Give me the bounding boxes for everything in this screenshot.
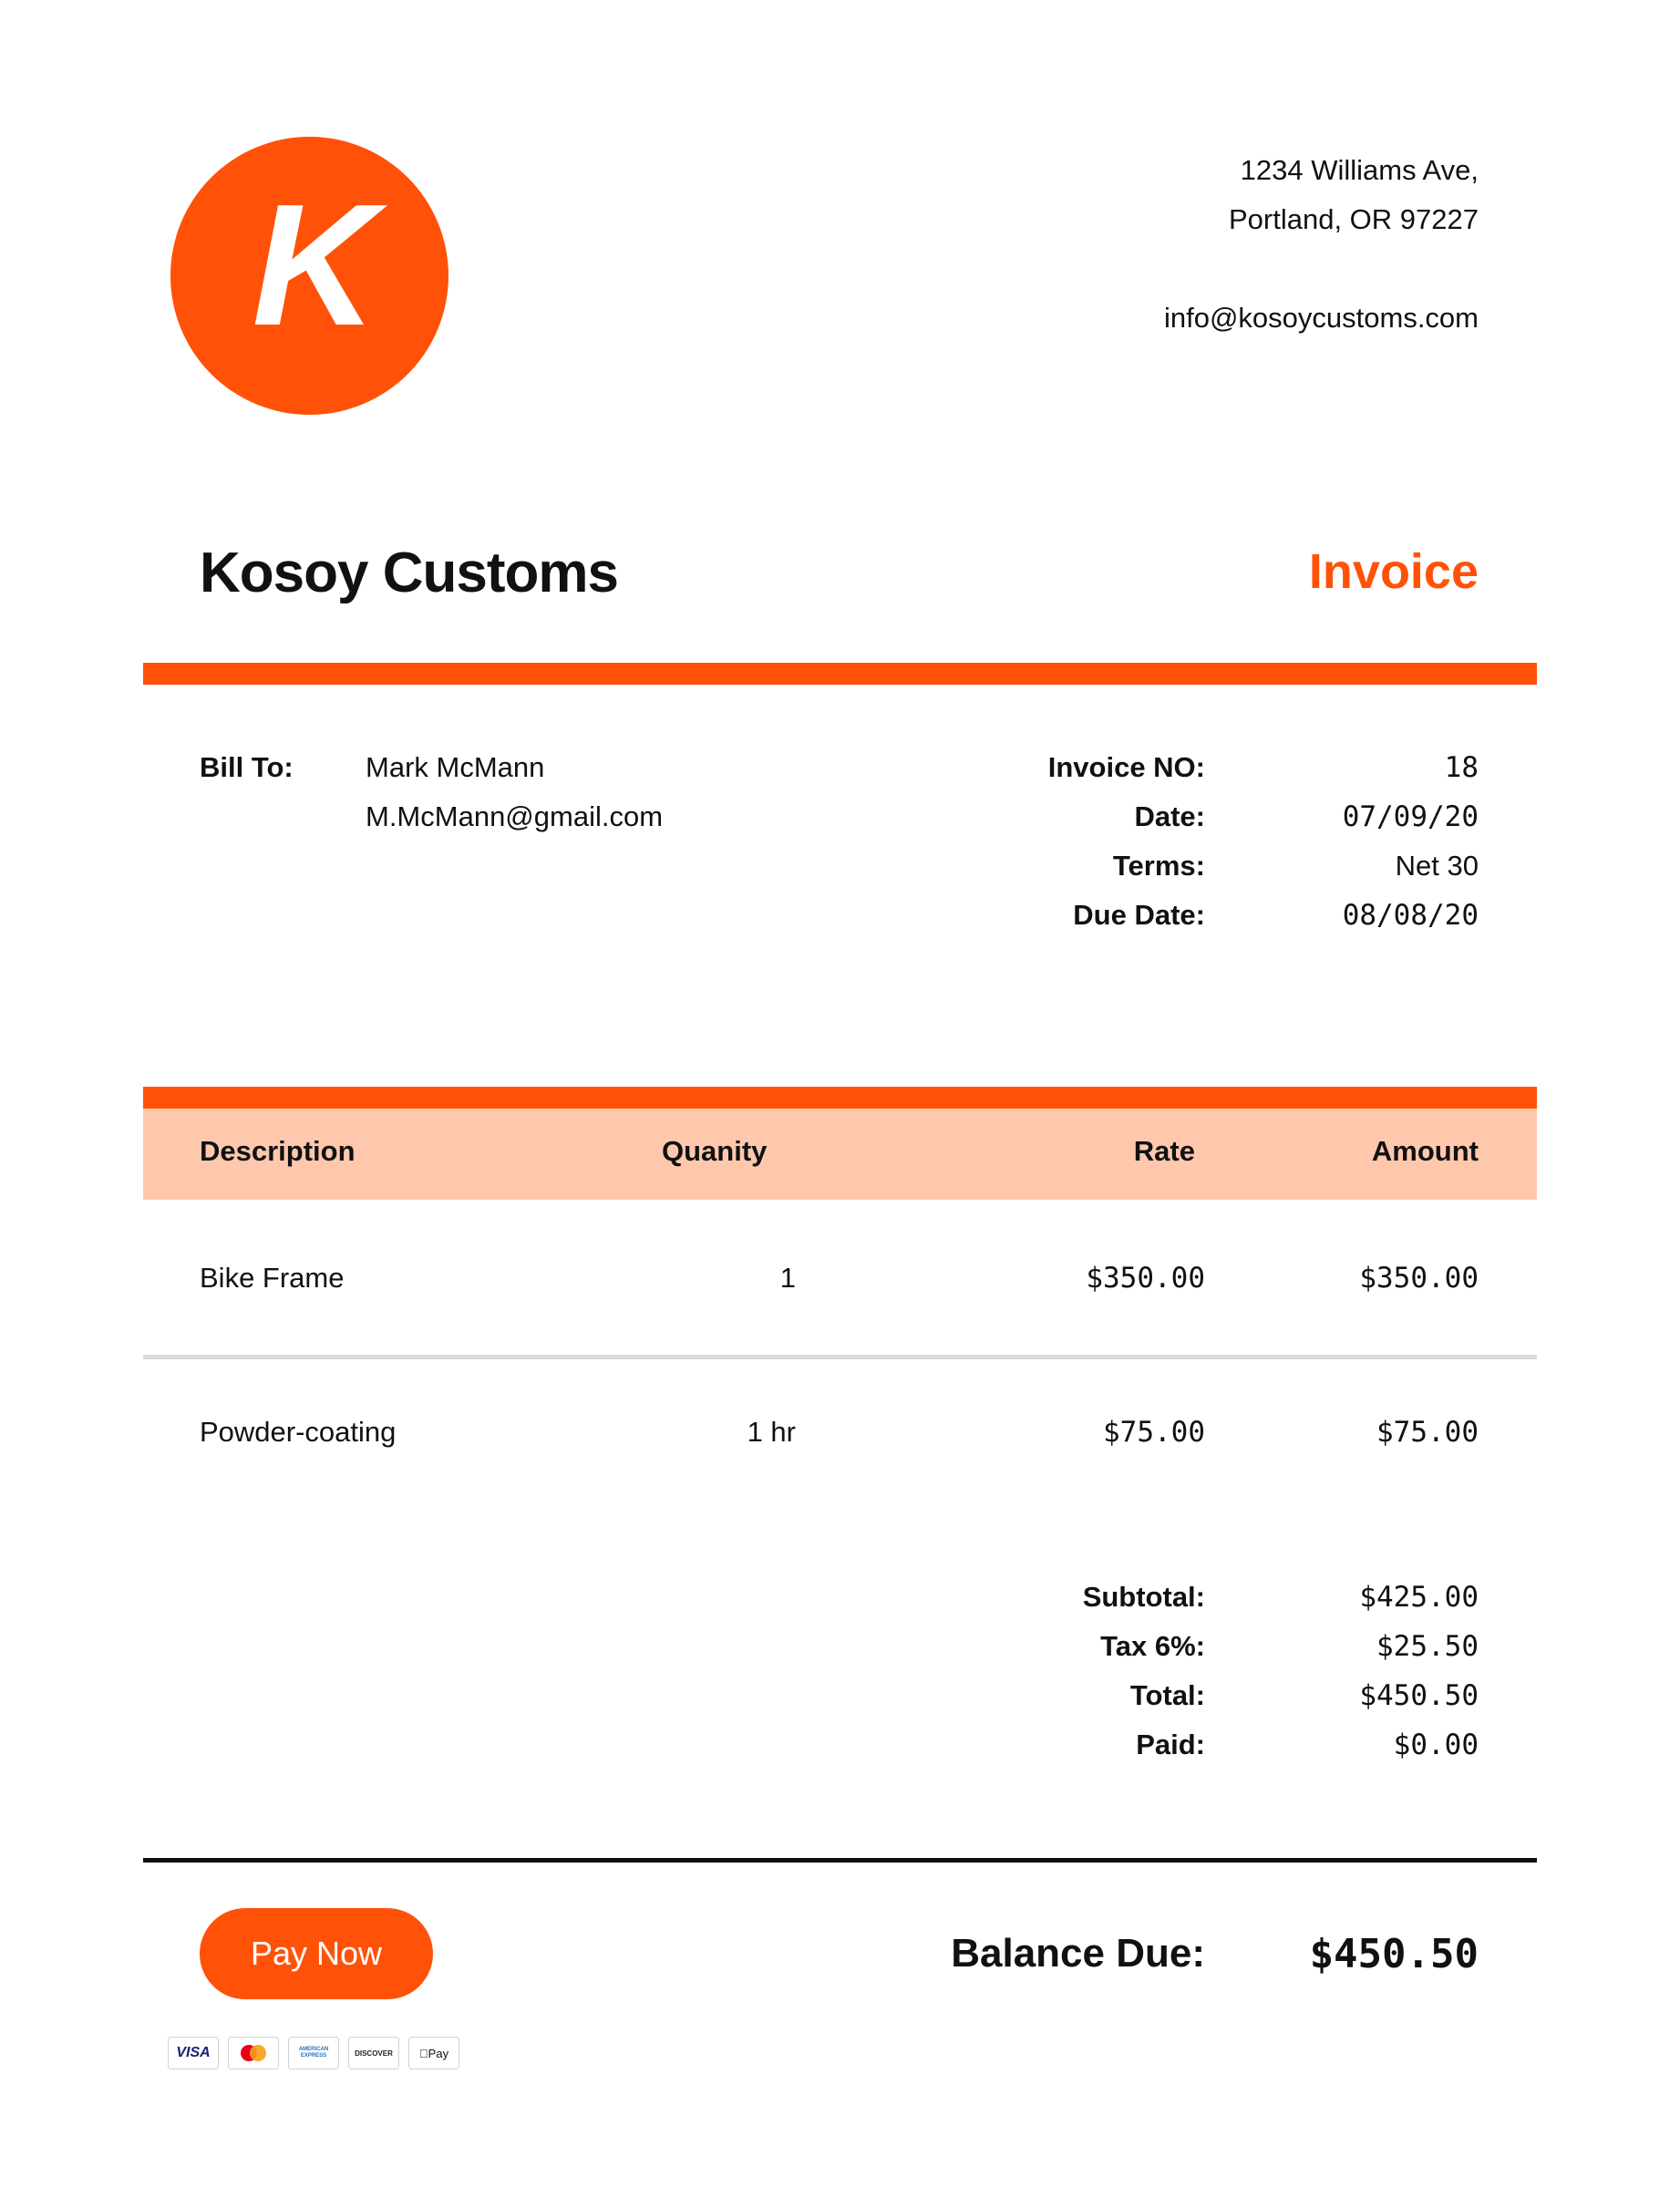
column-header-amount: Amount bbox=[1371, 1135, 1479, 1167]
terms-label: Terms: bbox=[1112, 850, 1205, 882]
row-description: Bike Frame bbox=[200, 1262, 345, 1294]
apple-pay-icon: Pay bbox=[408, 2037, 459, 2069]
svg-text:K: K bbox=[252, 169, 377, 362]
company-name: Kosoy Customs bbox=[200, 542, 618, 604]
row-amount: $350.00 bbox=[1359, 1262, 1479, 1295]
subtotal-value: $425.00 bbox=[1359, 1581, 1479, 1614]
total-label: Total: bbox=[1129, 1679, 1205, 1711]
bill-to-name: Mark McMann bbox=[366, 751, 545, 783]
due-date-value: 08/08/20 bbox=[1342, 899, 1479, 932]
k-logo-icon bbox=[170, 137, 448, 415]
row-amount: $75.00 bbox=[1376, 1416, 1479, 1449]
footer-divider bbox=[143, 1858, 1537, 1863]
mastercard-icon bbox=[228, 2037, 279, 2069]
amex-icon: AMERICAN EXPRESS bbox=[288, 2037, 339, 2069]
column-header-rate: Rate bbox=[1133, 1135, 1195, 1167]
company-address-line1: 1234 Williams Ave, bbox=[1240, 154, 1479, 186]
column-header-quantity: Quanity bbox=[662, 1135, 768, 1167]
invoice-number-value: 18 bbox=[1444, 751, 1479, 784]
row-rate: $75.00 bbox=[1103, 1416, 1205, 1449]
company-address-line2: Portland, OR 97227 bbox=[1228, 203, 1479, 235]
balance-due-value: $450.50 bbox=[1309, 1931, 1479, 1977]
paid-value: $0.00 bbox=[1393, 1729, 1479, 1761]
tax-label: Tax 6%: bbox=[1100, 1630, 1205, 1662]
row-description: Powder-coating bbox=[200, 1416, 397, 1448]
column-header-description: Description bbox=[200, 1135, 356, 1167]
due-date-label: Due Date: bbox=[1073, 899, 1205, 931]
visa-icon: VISA bbox=[168, 2037, 219, 2069]
paid-label: Paid: bbox=[1136, 1729, 1205, 1760]
company-logo bbox=[170, 137, 448, 415]
subtotal-label: Subtotal: bbox=[1082, 1581, 1205, 1613]
row-quantity: 1 hr bbox=[747, 1416, 796, 1448]
bill-to-email[interactable]: M.McMann@gmail.com bbox=[366, 800, 664, 832]
row-quantity: 1 bbox=[779, 1262, 796, 1294]
row-rate: $350.00 bbox=[1086, 1262, 1205, 1295]
discover-icon: DISCOVER bbox=[348, 2037, 399, 2069]
balance-due-label: Balance Due: bbox=[951, 1931, 1205, 1976]
company-email[interactable]: info@kosoycustoms.com bbox=[1163, 302, 1479, 334]
invoice-number-label: Invoice NO: bbox=[1047, 751, 1205, 783]
table-top-bar bbox=[143, 1087, 1537, 1109]
terms-value: Net 30 bbox=[1395, 850, 1479, 882]
header-divider bbox=[143, 663, 1537, 685]
row-divider bbox=[143, 1355, 1537, 1359]
document-title: Invoice bbox=[1308, 544, 1479, 599]
pay-now-button[interactable]: Pay Now bbox=[200, 1908, 433, 1999]
total-value: $450.50 bbox=[1359, 1679, 1479, 1712]
invoice-date-value: 07/09/20 bbox=[1342, 800, 1479, 833]
invoice-date-label: Date: bbox=[1134, 800, 1205, 832]
bill-to-label: Bill To: bbox=[200, 751, 294, 783]
tax-value: $25.50 bbox=[1376, 1630, 1479, 1663]
